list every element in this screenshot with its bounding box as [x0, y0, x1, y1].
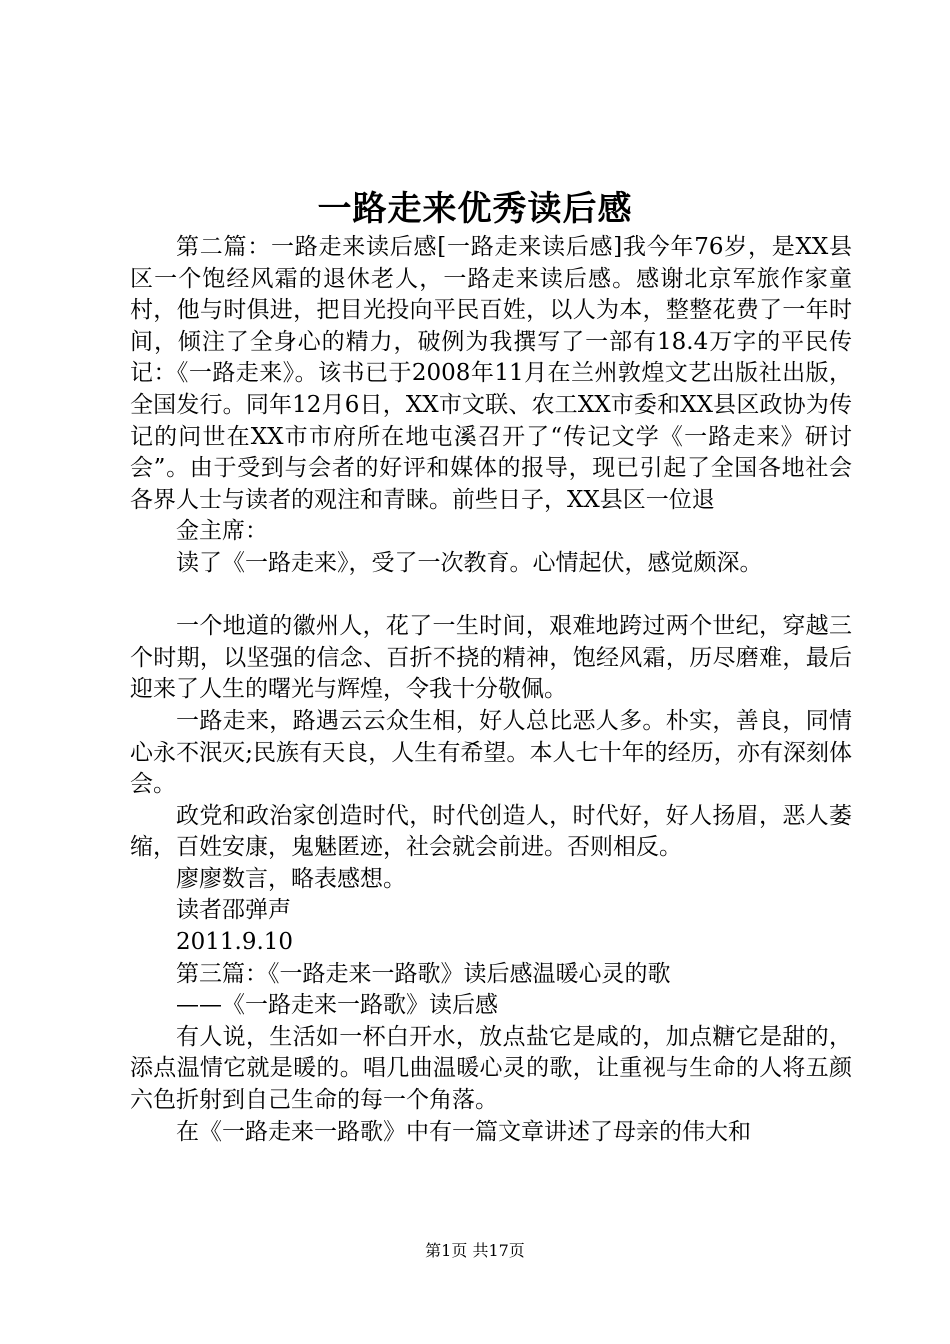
paragraph-section-heading: 第三篇：《一路走来一路歌》读后感温暖心灵的歌 [176, 960, 671, 987]
paragraph-section-body-1: 有人说，生活如一杯白开水，放点盐它是咸的，加点糖它是甜的，添点温情它就是暖的。唱几曲温暖心灵的歌，让重视与生命的人将五颜六色折射到自己生命的每一个角落。 [130, 1023, 852, 1114]
paragraph-signature: 读者邵弹声 [176, 897, 291, 924]
paragraph-section-subheading: ——《一路走来一路歌》读后感 [176, 992, 498, 1019]
paragraph-date: 2011.9.10 [176, 929, 294, 956]
paragraph-letter-body-3: 政党和政治家创造时代，时代创造人，时代好，好人扬眉，恶人萎缩，百姓安康，鬼魅匿迹，社会就会前进。否则相反。 [130, 802, 852, 861]
document-title: 一路走来优秀读后感 [317, 189, 633, 229]
paragraph-section-body-2: 在《一路走来一路歌》中有一篇文章讲述了母亲的伟大和 [176, 1118, 751, 1145]
page-number-footer: 第1页 共17页 [425, 1241, 525, 1260]
paragraph-letter-body-1: 一个地道的徽州人，花了一生时间，艰难地跨过两个世纪，穿越三个时期，以坚强的信念、百折不挠的精神，饱经风霜，历尽磨难，最后迎来了人生的曙光与辉煌，令我十分敬佩。 [130, 613, 852, 703]
paragraph-intro: 第二篇：一路走来读后感[一路走来读后感]我今年76岁，是XX县区一个饱经风霜的退休老人，一路走来读后感。感谢北京军旅作家童村，他与时俱进，把目光投向平民百姓，以人为本，整整花费了一年时间，倾注了全身心的精力，破例为我撰写了一部有18.4万字的平民传记：《一路走来》。该书已于2008年11月在兰州敦煌文艺出版社出版，全国发行。同年12月6日，XX市文联、农工XX市委和XX县区政协为传记的问世在XX市市府所在地屯溪召开了“传记文学《一路走来》研讨会”。由于受到与会者的好评和媒体的报导，现已引起了全国各地社会各界人士与读者的观注和青睐。前些日子，XX县区一位退 [130, 234, 852, 513]
paragraph-letter-closing: 廖廖数言，略表感想。 [176, 865, 406, 892]
document-body [130, 232, 852, 1148]
paragraph-letter-opening: 读了《一路走来》，受了一次教育。心情起伏，感觉颇深。 [176, 549, 763, 576]
paragraph-salutation: 金主席： [176, 518, 268, 545]
paragraph-letter-body-2: 一路走来，路遇云云众生相，好人总比恶人多。朴实，善良，同情心永不泯灭;民族有天良，人生有希望。本人七十年的经历，亦有深刻体会。 [130, 707, 852, 798]
